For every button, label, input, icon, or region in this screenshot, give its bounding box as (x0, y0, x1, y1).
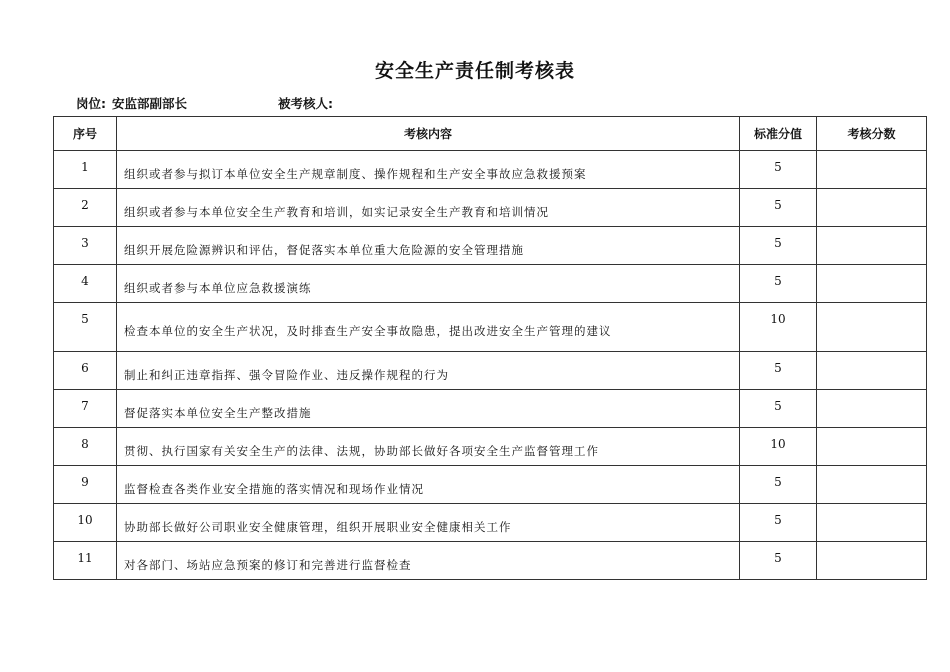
row-content (117, 504, 740, 542)
row-standard: 5 (740, 227, 817, 265)
row-seq: 6 (54, 352, 117, 390)
table-row (54, 466, 927, 504)
row-score[interactable] (817, 542, 927, 580)
row-content-text: 督促落实本单位安全生产整改措施 (124, 405, 312, 420)
row-content-text: 组织或者参与拟订本单位安全生产规章制度、操作规程和生产安全事故应急救援预案 (124, 166, 587, 181)
table-row (54, 303, 927, 352)
row-score[interactable] (817, 227, 927, 265)
page-title: 安全生产责任制考核表 (374, 60, 575, 82)
row-standard: 5 (740, 265, 817, 303)
row-seq: 9 (54, 466, 117, 504)
row-content-text: 检查本单位的安全生产状况，及时排查生产安全事故隐患，提出改进安全生产管理的建议 (124, 324, 612, 338)
row-content (117, 265, 740, 303)
row-seq: 8 (54, 428, 117, 466)
row-score[interactable] (817, 428, 927, 466)
row-content (117, 303, 740, 352)
row-score[interactable] (817, 466, 927, 504)
position-field (76, 94, 187, 112)
row-seq: 2 (54, 189, 117, 227)
row-standard: 10 (740, 303, 817, 352)
row-content (117, 542, 740, 580)
table-row (54, 352, 927, 390)
row-score[interactable] (817, 189, 927, 227)
row-content-text: 组织开展危险源辨识和评估，督促落实本单位重大危险源的安全管理措施 (124, 242, 524, 257)
table-header-row (54, 117, 927, 151)
row-content (117, 466, 740, 504)
row-content-text: 协助部长做好公司职业安全健康管理，组织开展职业安全健康相关工作 (124, 519, 512, 534)
row-seq: 3 (54, 227, 117, 265)
header-content: 考核内容 (117, 117, 740, 151)
row-content-text: 贯彻、执行国家有关安全生产的法律、法规，协助部长做好各项安全生产监督管理工作 (124, 443, 599, 458)
table-row (54, 542, 927, 580)
row-seq: 1 (54, 151, 117, 189)
row-standard: 5 (740, 504, 817, 542)
row-score[interactable] (817, 352, 927, 390)
row-score[interactable] (817, 151, 927, 189)
row-standard: 5 (740, 542, 817, 580)
position-value: 安监部副部长 (112, 96, 188, 111)
row-content (117, 151, 740, 189)
row-standard: 5 (740, 390, 817, 428)
row-content (117, 352, 740, 390)
header-seq: 序号 (54, 117, 117, 151)
position-label: 岗位: (76, 96, 106, 111)
row-content (117, 390, 740, 428)
table-row (54, 265, 927, 303)
row-content-text: 监督检查各类作业安全措施的落实情况和现场作业情况 (124, 481, 424, 496)
row-seq: 5 (54, 303, 117, 352)
row-content (117, 428, 740, 466)
row-standard: 10 (740, 428, 817, 466)
row-standard: 5 (740, 189, 817, 227)
row-content-text: 组织或者参与本单位应急救援演练 (124, 280, 312, 295)
header-score: 考核分数 (817, 117, 927, 151)
table-row (54, 428, 927, 466)
row-score[interactable] (817, 504, 927, 542)
row-seq: 4 (54, 265, 117, 303)
row-seq: 11 (54, 542, 117, 580)
row-seq: 7 (54, 390, 117, 428)
table-row (54, 151, 927, 189)
row-content (117, 189, 740, 227)
row-content-text: 制止和纠正违章指挥、强令冒险作业、违反操作规程的行为 (124, 367, 449, 382)
table-row (54, 227, 927, 265)
row-score[interactable] (817, 390, 927, 428)
row-seq: 10 (54, 504, 117, 542)
row-content (117, 227, 740, 265)
row-standard: 5 (740, 151, 817, 189)
assessee-field (278, 94, 339, 112)
row-content-text: 组织或者参与本单位安全生产教育和培训，如实记录安全生产教育和培训情况 (124, 204, 549, 219)
assessment-table (53, 116, 927, 580)
table-row (54, 189, 927, 227)
row-standard: 5 (740, 466, 817, 504)
table-row (54, 390, 927, 428)
table-row (54, 504, 927, 542)
row-score[interactable] (817, 303, 927, 352)
row-standard: 5 (740, 352, 817, 390)
row-score[interactable] (817, 265, 927, 303)
header-standard: 标准分值 (740, 117, 817, 151)
row-content-text: 对各部门、场站应急预案的修订和完善进行监督检查 (124, 557, 412, 572)
assessee-label: 被考核人: (278, 96, 333, 111)
